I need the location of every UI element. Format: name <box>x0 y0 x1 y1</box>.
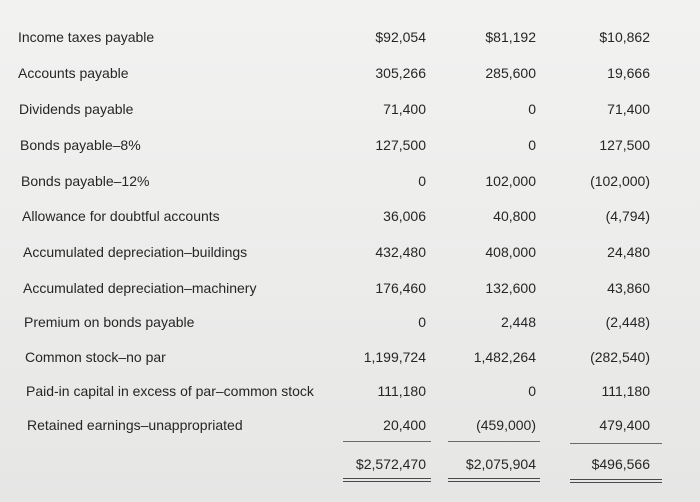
table-row <box>0 133 700 157</box>
table-row <box>0 345 700 369</box>
row-value-col3: (2,448) <box>605 314 650 330</box>
row-value-col3: 43,860 <box>607 280 650 296</box>
subtotal-rule-col2 <box>448 441 540 442</box>
subtotal-rule-col1 <box>343 441 431 442</box>
row-value-col2: $81,192 <box>485 29 536 45</box>
row-value-col1: 305,266 <box>375 65 426 81</box>
table-row <box>0 25 700 49</box>
subtotal-rule-col3 <box>570 443 662 444</box>
row-value-col3: 19,666 <box>607 65 650 81</box>
row-value-col2: 285,600 <box>485 65 536 81</box>
table-row <box>0 240 700 264</box>
table-row <box>0 97 700 121</box>
double-rule-col1-top <box>343 478 431 479</box>
table-row <box>0 379 700 403</box>
row-value-col1: 176,460 <box>375 280 426 296</box>
double-rule-col3-top <box>570 479 662 480</box>
row-label: Bonds payable–12% <box>21 173 150 189</box>
row-label: Dividends payable <box>19 101 134 117</box>
table-row <box>0 276 700 300</box>
row-value-col1: 111,180 <box>377 383 426 399</box>
double-rule-col2-top <box>448 478 540 479</box>
row-value-col1: 127,500 <box>375 137 426 153</box>
total-col2: $2,075,904 <box>465 456 536 472</box>
row-value-col2: 0 <box>528 101 536 117</box>
row-value-col2: 1,482,264 <box>473 349 536 365</box>
row-value-col3: (102,000) <box>590 173 650 189</box>
double-rule-col3-bottom <box>570 482 662 483</box>
row-value-col2: (459,000) <box>476 417 536 433</box>
row-value-col1: 432,480 <box>375 244 426 260</box>
row-label: Allowance for doubtful accounts <box>22 208 220 224</box>
double-rule-col2-bottom <box>448 481 540 482</box>
row-value-col2: 102,000 <box>485 173 536 189</box>
row-value-col2: 0 <box>528 137 536 153</box>
row-value-col2: 40,800 <box>493 208 536 224</box>
row-value-col2: 132,600 <box>485 280 536 296</box>
row-value-col1: 0 <box>418 173 426 189</box>
row-label: Accumulated depreciation–buildings <box>23 244 248 260</box>
row-value-col1: 1,199,724 <box>363 349 426 365</box>
row-value-col3: 127,500 <box>599 137 650 153</box>
row-value-col3: 24,480 <box>607 244 650 260</box>
row-label: Accounts payable <box>18 65 129 81</box>
row-value-col2: 408,000 <box>485 244 536 260</box>
row-value-col1: $92,054 <box>375 29 426 45</box>
row-value-col1: 36,006 <box>383 208 426 224</box>
row-label: Retained earnings–unappropriated <box>27 417 243 433</box>
row-value-col3: $10,862 <box>599 29 650 45</box>
row-value-col3: 71,400 <box>607 101 650 117</box>
row-label: Accumulated depreciation–machinery <box>23 280 257 296</box>
double-rule-col1-bottom <box>343 481 431 482</box>
row-label: Income taxes payable <box>18 29 155 45</box>
table-row <box>0 413 700 437</box>
table-row <box>0 204 700 228</box>
row-value-col3: 111,180 <box>601 383 650 399</box>
totals-row <box>0 452 700 476</box>
table-row <box>0 310 700 334</box>
row-label: Common stock–no par <box>25 349 166 365</box>
row-value-col2: 2,448 <box>500 314 536 330</box>
row-value-col2: 0 <box>528 383 536 399</box>
total-col3: $496,566 <box>591 456 650 472</box>
row-label: Premium on bonds payable <box>24 314 195 330</box>
row-value-col1: 20,400 <box>383 417 426 433</box>
total-col1: $2,572,470 <box>355 456 426 472</box>
table-row <box>0 169 700 193</box>
row-label: Paid-in capital in excess of par–common stock <box>26 383 314 399</box>
row-value-col1: 0 <box>418 314 426 330</box>
table-row <box>0 61 700 85</box>
row-value-col3: 479,400 <box>599 417 650 433</box>
row-value-col3: (4,794) <box>605 208 650 224</box>
row-label: Bonds payable–8% <box>20 137 141 153</box>
row-value-col1: 71,400 <box>383 101 426 117</box>
row-value-col3: (282,540) <box>590 349 650 365</box>
